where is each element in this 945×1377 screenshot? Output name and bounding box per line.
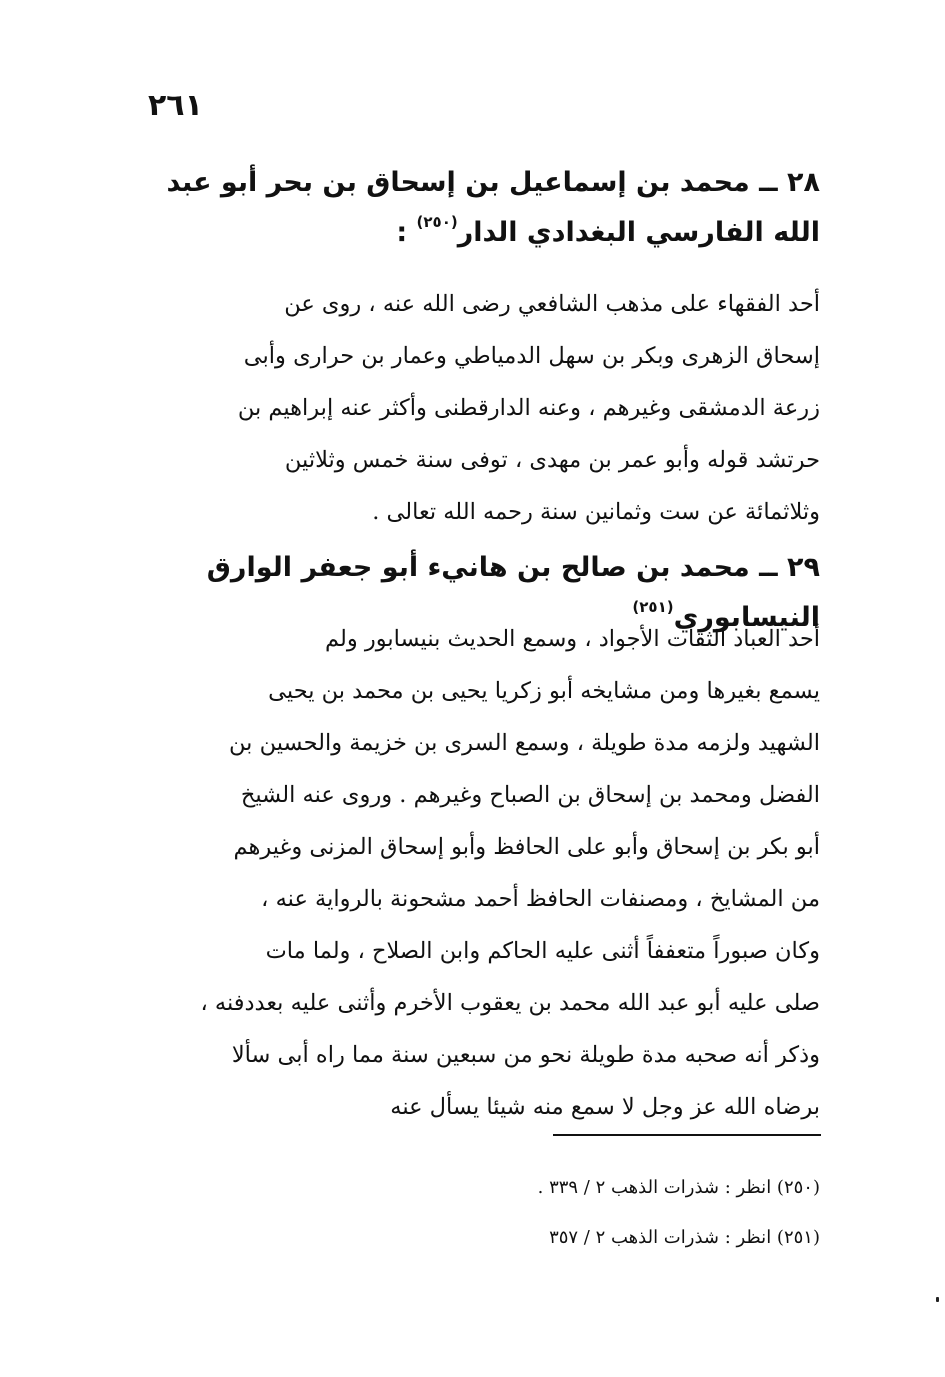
footnote-251: (٢٥١) انظر : شذرات الذهب ٢ / ٣٥٧ [549,1227,820,1248]
body-line: برضاه الله عز وجل لا سمع منه شيئا يسأل عنه [390,1094,820,1120]
body-line: زرعة الدمشقى وغيرهم ، وعنه الدارقطنى وأكثر عنه إبراهيم بن [237,395,820,421]
page-number: ٢٦١ [148,88,203,123]
body-line: وذكر أنه صحبه مدة طويلة نحو من سبعين سنة مما راه أبى سألا [231,1042,820,1068]
body-line: الفضل ومحمد بن إسحاق بن الصباح وغيرهم . وروى عنه الشيخ [240,782,820,808]
footnote-ref-251: (٢٥١) [632,598,674,616]
entry-heading-tail: : [396,217,417,248]
scan-speck [936,1297,939,1302]
body-line: إسحاق الزهرى وبكر بن سهل الدمياطي وعمار بن حرارى وأبى [243,343,820,369]
entry-heading-28 [140,158,820,258]
footnotes [300,1163,820,1263]
body-line: يسمع بغيرها ومن مشايخه أبو زكريا يحيى بن محمد بن يحيى [268,678,820,704]
body-line: حرتشد قوله وأبو عمر بن مهدى ، توفى سنة خمس وثلاثين [284,447,820,473]
body-line: أحد الفقهاء على مذهب الشافعي رضى الله عنه ، روى عن [284,291,820,317]
entry-body-29 [150,613,820,1133]
footnote-ref-250: (٢٥٠) [416,213,458,231]
body-line: الشهيد ولزمه مدة طويلة ، وسمع السرى بن خزيمة والحسين بن [229,730,820,756]
body-line: أبو بكر بن إسحاق وأبو على الحافظ وأبو إسحاق المزنى وغيرهم [233,834,820,860]
footnote-250: (٢٥٠) انظر : شذرات الذهب ٢ / ٣٣٩ . [537,1177,820,1198]
entry-heading-text: ٢٨ ــ محمد بن إسماعيل بن إسحاق بن بحر أبو عبد الله الفارسي البغدادي الدار [166,167,820,248]
entry-heading-text: ٢٩ ــ محمد بن صالح بن هانيء أبو جعفر الوارق النيسابوري [206,552,820,633]
body-line: من المشايخ ، ومصنفات الحافظ أحمد مشحونة بالرواية عنه ، [261,886,820,912]
body-line: وكان صبوراً متعففاً أثنى عليه الحاكم وابن الصلاح ، ولما مات [265,938,820,964]
body-line: أحد العباد الثقات الأجواد ، وسمع الحديث بنيسابور ولم [325,626,820,652]
body-line: صلى عليه أبو عبد الله محمد بن يعقوب الأخرم وأثنى عليه بعددفنه ، [200,990,820,1016]
body-line: وثلاثمائة عن ست وثمانين سنة رحمه الله تعالى . [372,499,820,525]
entry-body-28 [150,278,820,538]
footnote-divider [553,1134,821,1136]
